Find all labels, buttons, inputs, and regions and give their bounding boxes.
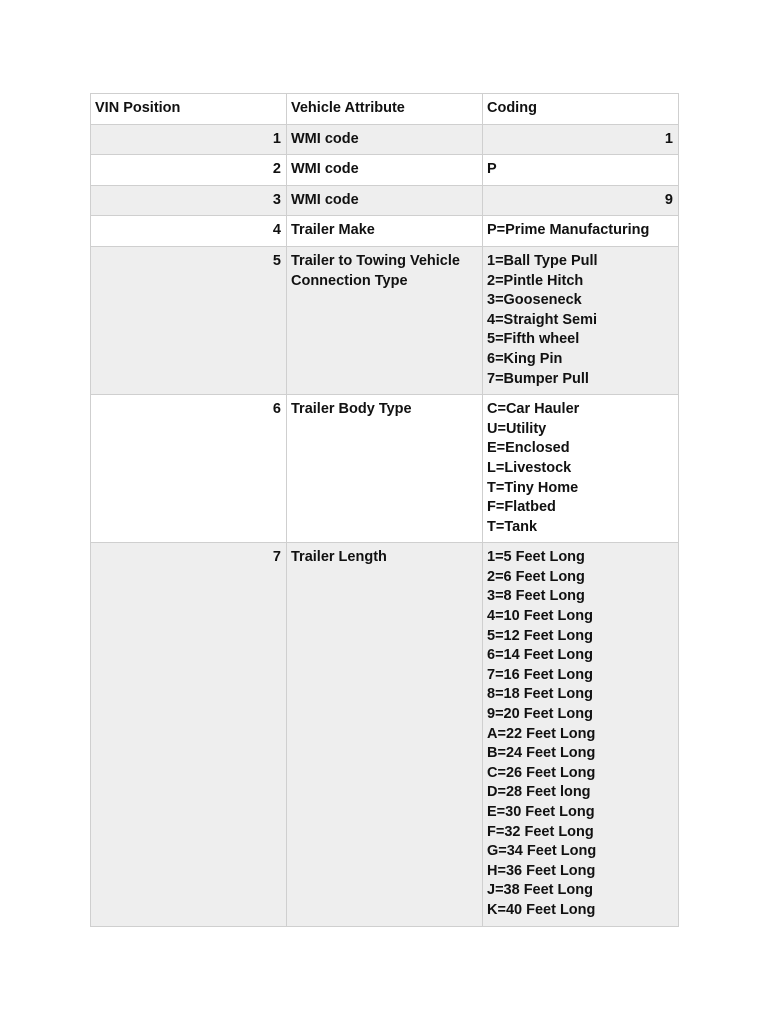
coding-cell: P [483, 155, 679, 186]
header-vehicle-attribute: Vehicle Attribute [287, 94, 483, 125]
vin-position-cell: 7 [91, 543, 287, 926]
table-body [91, 124, 679, 926]
coding-option: G=34 Feet Long [487, 843, 597, 860]
document-page [90, 93, 678, 927]
vin-position-cell: 2 [91, 155, 287, 186]
coding-option: 3=8 Feet Long [487, 588, 585, 605]
vehicle-attribute-cell: WMI code [287, 124, 483, 155]
coding-option: 8=18 Feet Long [487, 686, 593, 703]
vehicle-attribute-text: Trailer to Towing Vehicle Connection Type [291, 252, 460, 289]
coding-option: 5=12 Feet Long [487, 627, 593, 644]
vehicle-attribute-cell: WMI code [287, 155, 483, 186]
coding-option: 6=King Pin [487, 350, 563, 367]
header-vin-position: VIN Position [91, 94, 287, 125]
coding-option: 2=Pintle Hitch [487, 272, 584, 289]
vin-position-cell: 3 [91, 185, 287, 216]
coding-option: E=30 Feet Long [487, 804, 595, 820]
coding-option: 1=Ball Type Pull [487, 252, 598, 269]
vin-position-cell: 4 [91, 216, 287, 247]
vehicle-attribute-cell: WMI code [287, 185, 483, 216]
coding-option: T=Tank [487, 518, 538, 535]
table-row [91, 124, 679, 155]
coding-option: 9=20 Feet Long [487, 706, 593, 723]
coding-option: F=32 Feet Long [487, 823, 594, 840]
coding-option: 7=Bumper Pull [487, 370, 589, 387]
coding-cell [483, 246, 679, 394]
coding-option: 3=Gooseneck [487, 292, 582, 309]
coding-cell: 9 [483, 185, 679, 216]
coding-option: 2=6 Feet Long [487, 568, 585, 585]
table-row [91, 185, 679, 216]
coding-option: K=40 Feet Long [487, 901, 596, 918]
vin-position-cell: 6 [91, 395, 287, 543]
coding-cell [483, 543, 679, 926]
table-row [91, 155, 679, 186]
coding-option: 1=5 Feet Long [487, 549, 585, 566]
coding-option: A=22 Feet Long [487, 725, 596, 742]
coding-option: H=36 Feet Long [487, 862, 596, 879]
coding-option: B=24 Feet Long [487, 745, 596, 762]
header-coding: Coding [483, 94, 679, 125]
vehicle-attribute-cell: Trailer Body Type [287, 395, 483, 543]
vehicle-attribute-cell: Trailer Make [287, 216, 483, 247]
coding-option: T=Tiny Home [487, 479, 579, 496]
vin-decoding-table [90, 93, 679, 927]
coding-option: 4=10 Feet Long [487, 608, 593, 625]
vin-position-cell: 1 [91, 124, 287, 155]
coding-option: 7=16 Feet Long [487, 666, 593, 683]
coding-option: C=26 Feet Long [487, 764, 596, 781]
coding-option: U=Utility [487, 420, 547, 437]
coding-cell [483, 395, 679, 543]
coding-option: D=28 Feet long [487, 784, 591, 801]
coding-option: 5=Fifth wheel [487, 331, 580, 348]
vehicle-attribute-cell: Trailer Length [287, 543, 483, 926]
coding-option: F=Flatbed [487, 499, 556, 516]
coding-option: 6=14 Feet Long [487, 647, 593, 664]
coding-option: 4=Straight Semi [487, 311, 597, 328]
table-row [91, 543, 679, 926]
coding-cell: P=Prime Manufacturing [483, 216, 679, 247]
table-row [91, 246, 679, 394]
coding-option: J=38 Feet Long [487, 882, 593, 899]
table-row [91, 395, 679, 543]
coding-option: E=Enclosed [487, 440, 570, 457]
vehicle-attribute-cell [287, 246, 483, 394]
table-header-row [91, 94, 679, 125]
vin-position-cell: 5 [91, 246, 287, 394]
coding-cell: 1 [483, 124, 679, 155]
coding-option: L=Livestock [487, 459, 572, 476]
table-row [91, 216, 679, 247]
coding-option: C=Car Hauler [487, 401, 580, 418]
